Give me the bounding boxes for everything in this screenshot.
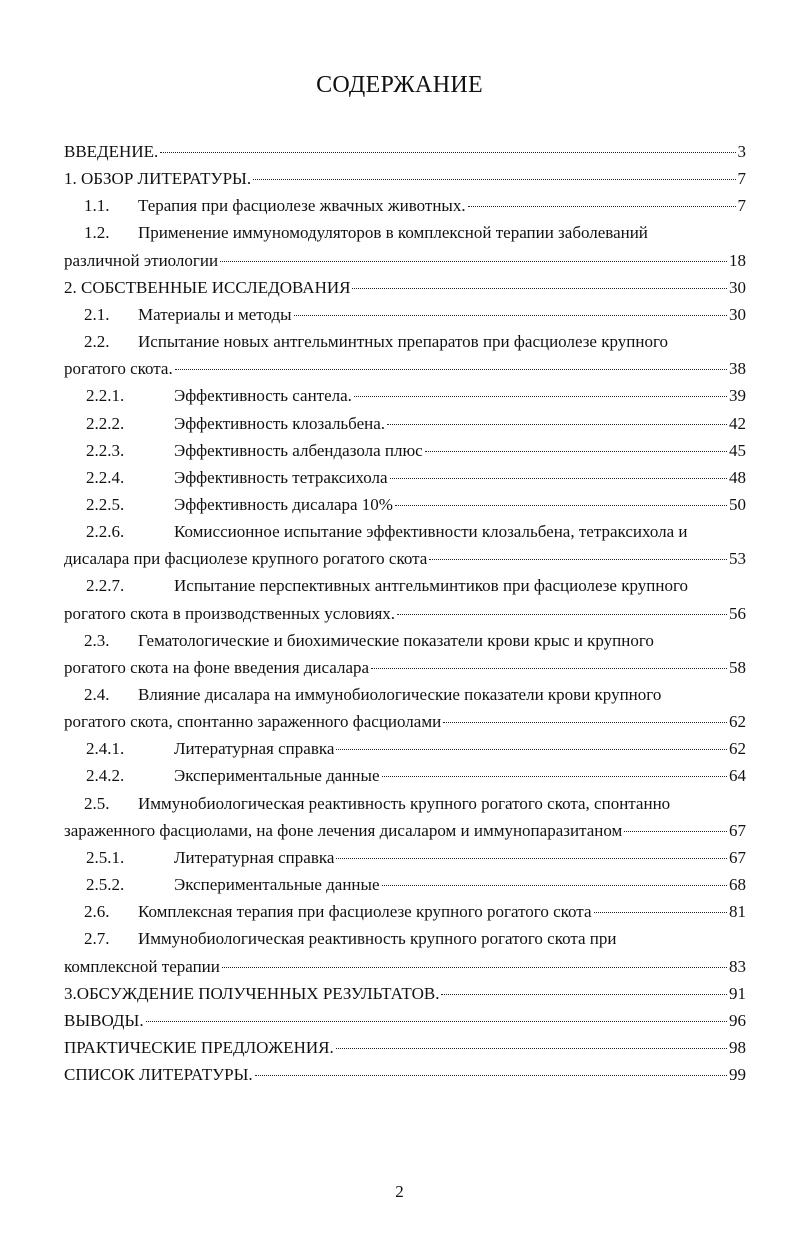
toc-entry-title: различной этиологии xyxy=(64,250,219,270)
toc-entry-title: Материалы и методы xyxy=(138,304,292,324)
toc-entry xyxy=(64,466,746,490)
toc-entry-page: 50 xyxy=(729,494,746,514)
toc-entry-number: 2.2.1. xyxy=(86,386,125,406)
toc-entry xyxy=(64,330,746,354)
toc-entry xyxy=(64,412,746,436)
toc-entry-number: 2.5.2. xyxy=(86,875,125,895)
toc-entry-title: 2. СОБСТВЕННЫЕ ИССЛЕДОВАНИЯ xyxy=(64,277,351,297)
toc-entry-page: 42 xyxy=(729,413,746,433)
toc-entry xyxy=(64,493,746,517)
toc-entry xyxy=(64,927,746,951)
toc-entry xyxy=(64,602,746,626)
toc-entry xyxy=(64,764,746,788)
toc-entry xyxy=(64,792,746,816)
dot-leader xyxy=(387,424,727,425)
toc-entry-page: 39 xyxy=(729,386,746,406)
dot-leader xyxy=(397,614,727,615)
toc-entry-title: комплексной терапии xyxy=(64,956,220,976)
toc-entry xyxy=(64,982,746,1006)
toc-entry xyxy=(64,656,746,680)
toc-entry-title: Литературная справка xyxy=(174,739,335,759)
toc-entry-page: 68 xyxy=(729,875,746,895)
toc-entry-page: 38 xyxy=(729,359,746,379)
toc-entry-page: 18 xyxy=(729,250,746,270)
toc-entry xyxy=(64,357,746,381)
dot-leader xyxy=(443,722,727,723)
dot-leader xyxy=(336,749,727,750)
toc-entry-title: рогатого скота. xyxy=(64,359,173,379)
toc-entry-page: 98 xyxy=(729,1037,746,1057)
dot-leader xyxy=(395,505,727,506)
toc-entry-page: 7 xyxy=(737,196,746,216)
toc-entry-title: Эффективность тетраксихола xyxy=(174,467,388,487)
toc-entry xyxy=(64,276,746,300)
toc-entry xyxy=(64,439,746,463)
toc-entry-title: Экспериментальные данные xyxy=(174,766,380,786)
page-title: СОДЕРЖАНИЕ xyxy=(316,72,483,98)
toc-entry xyxy=(64,194,746,218)
dot-leader xyxy=(175,369,727,370)
toc-entry-number: 2.2.7. xyxy=(86,576,125,596)
toc-entry-number: 2.2.4. xyxy=(86,467,125,487)
toc-entry-title: ПРАКТИЧЕСКИЕ ПРЕДЛОЖЕНИЯ. xyxy=(64,1037,334,1057)
toc-entry xyxy=(64,384,746,408)
dot-leader xyxy=(429,559,727,560)
toc-entry-title: ВВЕДЕНИЕ. xyxy=(64,142,159,161)
toc-entry-title: дисалара при фасциолезе крупного рогатого скота xyxy=(64,549,428,569)
toc-entry-title: рогатого скота, спонтанно зараженного фасциолами xyxy=(64,712,442,732)
dot-leader xyxy=(336,858,727,859)
toc-entry-number: 2.4.1. xyxy=(86,739,125,759)
toc-entry xyxy=(64,1036,746,1060)
toc-entry-title: Терапия при фасциолезе жвачных животных. xyxy=(138,196,466,216)
dot-leader xyxy=(468,206,736,207)
toc-entry-page: 45 xyxy=(729,440,746,460)
dot-leader xyxy=(146,1021,727,1022)
toc-entry-number: 2.3. xyxy=(84,630,110,650)
toc-entry xyxy=(64,520,746,544)
toc-entry xyxy=(64,303,746,327)
dot-leader xyxy=(222,967,727,968)
dot-leader xyxy=(253,179,735,180)
toc-entry-number: 2.2.6. xyxy=(86,522,125,542)
dot-leader xyxy=(441,994,727,995)
toc-entry-number: 1.1. xyxy=(84,196,110,216)
toc-entry xyxy=(64,1063,746,1087)
toc-entry-number: 2.2.5. xyxy=(86,494,125,514)
toc-entry xyxy=(64,574,746,598)
toc-entry xyxy=(64,167,746,191)
dot-leader xyxy=(594,912,728,913)
toc-entry-title: Иммунобиологическая реактивность крупного рогатого скота, спонтанно xyxy=(138,793,671,813)
toc-entry xyxy=(64,737,746,761)
page-number: 2 xyxy=(395,1182,404,1201)
dot-leader xyxy=(354,396,727,397)
toc-entry xyxy=(64,221,746,245)
toc-entry-title: Испытание перспективных антгельминтиков при фасциолезе крупного xyxy=(174,576,689,596)
dot-leader xyxy=(382,885,728,886)
toc-entry xyxy=(64,819,746,843)
toc-entry-number: 2.1. xyxy=(84,304,110,324)
toc-entry-title: Эффективность клозальбена. xyxy=(174,413,386,433)
toc-entry-page: 7 xyxy=(737,169,746,189)
toc-entry xyxy=(64,900,746,924)
dot-leader xyxy=(294,315,727,316)
toc-entry xyxy=(64,1009,746,1033)
toc-entry-title: Иммунобиологическая реактивность крупного рогатого скота при xyxy=(138,929,617,949)
toc-entry-page: 3 xyxy=(737,142,746,161)
dot-leader xyxy=(336,1048,727,1049)
toc-entry-title: 3.ОБСУЖДЕНИЕ ПОЛУЧЕННЫХ РЕЗУЛЬТАТОВ. xyxy=(64,983,440,1003)
toc-entry-number: 2.2.2. xyxy=(86,413,125,433)
dot-leader xyxy=(352,288,727,289)
dot-leader xyxy=(390,478,727,479)
toc-entry-page: 30 xyxy=(729,304,746,324)
toc-entry-page: 99 xyxy=(729,1065,746,1085)
toc-entry-page: 48 xyxy=(729,467,746,487)
toc-entry-title: СПИСОК ЛИТЕРАТУРЫ. xyxy=(64,1065,253,1085)
dot-leader xyxy=(220,261,727,262)
toc-entry-page: 96 xyxy=(729,1010,746,1030)
toc-entry xyxy=(64,629,746,653)
toc-entry-page: 56 xyxy=(729,603,746,623)
toc-entry-page: 64 xyxy=(729,766,746,786)
toc-entry-title: Экспериментальные данные xyxy=(174,875,380,895)
toc-entry-page: 62 xyxy=(729,739,746,759)
toc-entry-title: Комиссионное испытание эффективности клозальбена, тетраксихола и xyxy=(174,522,688,542)
toc-entry-number: 2.5.1. xyxy=(86,847,125,867)
toc-entry xyxy=(64,547,746,571)
toc-entry-number: 2.6. xyxy=(84,902,110,922)
toc-entry-page: 67 xyxy=(729,847,746,867)
toc-entry-title: Испытание новых антгельминтных препаратов при фасциолезе крупного xyxy=(138,332,668,352)
toc-entry-title: Литературная справка xyxy=(174,847,335,867)
toc-entry-page: 83 xyxy=(729,956,746,976)
toc-entry-title: 1. ОБЗОР ЛИТЕРАТУРЫ. xyxy=(64,169,252,189)
dot-leader xyxy=(160,152,735,153)
toc-entry-page: 81 xyxy=(729,902,746,922)
toc-entry-title: ВЫВОДЫ. xyxy=(64,1010,144,1030)
toc-entry-title: Эффективность албендазола плюс xyxy=(174,440,423,460)
toc-entry xyxy=(64,140,746,164)
toc-entry-title: рогатого скота на фоне введения дисалара xyxy=(64,657,370,677)
toc-entry-number: 2.4.2. xyxy=(86,766,125,786)
dot-leader xyxy=(624,831,727,832)
toc-entry xyxy=(64,710,746,734)
dot-leader xyxy=(382,776,728,777)
toc-entry xyxy=(64,873,746,897)
toc-entry-number: 1.2. xyxy=(84,223,110,243)
toc-entry-page: 58 xyxy=(729,657,746,677)
toc-entry-page: 62 xyxy=(729,712,746,732)
toc-entry-number: 2.2. xyxy=(84,332,110,352)
toc-entry-title: Эффективность дисалара 10% xyxy=(174,494,393,514)
toc-entry-number: 2.5. xyxy=(84,793,110,813)
toc-entry-title: Гематологические и биохимические показатели крови крыс и крупного xyxy=(138,630,654,650)
toc-entry-title: зараженного фасциолами, на фоне лечения дисаларом и иммунопаразитаном xyxy=(64,820,623,840)
toc-entry-page: 91 xyxy=(729,983,746,1003)
toc-entry-page: 67 xyxy=(729,820,746,840)
toc-entry xyxy=(64,683,746,707)
dot-leader xyxy=(371,668,727,669)
toc-entry-number: 2.4. xyxy=(84,685,110,704)
toc-entry xyxy=(64,249,746,273)
toc-entry-title: рогатого скота в производственных условиях. xyxy=(64,603,396,623)
toc-entry-title: Влияние дисалара на иммунобиологические показатели крови крупного xyxy=(138,685,662,704)
toc-entry-title: Применение иммуномодуляторов в комплексной терапии заболеваний xyxy=(138,223,648,243)
dot-leader xyxy=(425,451,727,452)
toc-entry-number: 2.2.3. xyxy=(86,440,125,460)
dot-leader xyxy=(255,1075,727,1076)
toc-entry xyxy=(64,846,746,870)
toc-entry-number: 2.7. xyxy=(84,929,110,949)
toc-entry-page: 53 xyxy=(729,549,746,569)
toc-entry xyxy=(64,955,746,979)
toc-entry-page: 30 xyxy=(729,277,746,297)
toc-entry-title: Комплексная терапия при фасциолезе крупного рогатого скота xyxy=(138,902,592,922)
toc-entry-title: Эффективность сантела. xyxy=(174,386,352,406)
